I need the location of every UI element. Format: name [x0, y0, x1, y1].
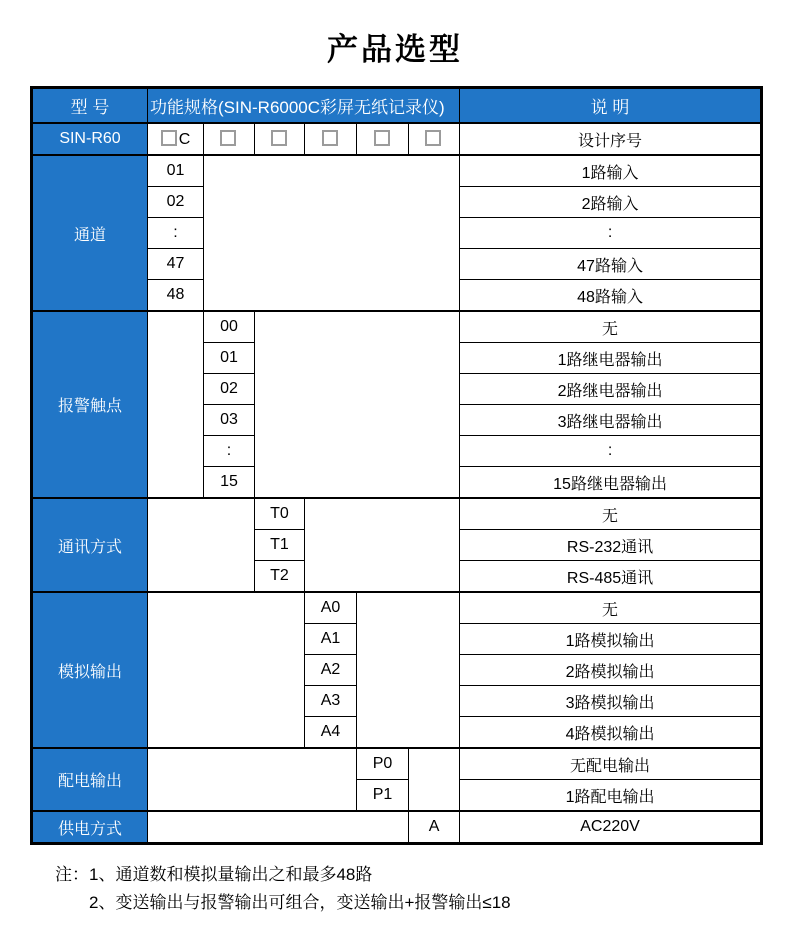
- code-cell: T1: [255, 530, 305, 561]
- description-cell: 15路继电器输出: [460, 467, 762, 499]
- description-cell: 3路继电器输出: [460, 405, 762, 436]
- checkbox-icon: [322, 130, 338, 146]
- header-desc: 说 明: [460, 88, 762, 124]
- description-cell: 3路模拟输出: [460, 686, 762, 717]
- empty-cell: [148, 498, 255, 592]
- category-cell: 配电输出: [32, 748, 148, 811]
- description-cell: 设计序号: [460, 123, 762, 155]
- description-cell: 4路模拟输出: [460, 717, 762, 749]
- code-box-cell: [357, 123, 409, 155]
- code-cell: 48: [148, 280, 204, 312]
- code-cell: A0: [305, 592, 357, 624]
- code-box-cell: [148, 123, 204, 155]
- description-cell: 48路输入: [460, 280, 762, 312]
- description-cell: 2路模拟输出: [460, 655, 762, 686]
- category-cell: 模拟输出: [32, 592, 148, 748]
- footnote-text: 1、通道数和模拟量输出之和最多48路: [89, 865, 373, 884]
- code-box-cell: [305, 123, 357, 155]
- empty-cell: [255, 311, 460, 498]
- table-row: [32, 748, 762, 780]
- code-cell: 01: [204, 343, 255, 374]
- description-cell: 1路输入: [460, 155, 762, 187]
- empty-cell: [305, 498, 460, 592]
- footnote-text: 2、变送输出与报警输出可组合，变送输出+报警输出≤18: [89, 892, 511, 912]
- footnote-line-2: [55, 889, 790, 917]
- footnote-line-1: [55, 861, 790, 889]
- description-cell: 2路输入: [460, 187, 762, 218]
- description-cell: 无配电输出: [460, 748, 762, 780]
- description-cell: :: [460, 436, 762, 467]
- description-cell: 2路继电器输出: [460, 374, 762, 405]
- code-box-cell: [255, 123, 305, 155]
- table-row: [32, 155, 762, 187]
- code-cell: T2: [255, 561, 305, 593]
- category-cell: 报警触点: [32, 311, 148, 498]
- category-cell: 通讯方式: [32, 498, 148, 592]
- code-box-cell: [409, 123, 460, 155]
- code-cell: 00: [204, 311, 255, 343]
- empty-cell: [148, 811, 409, 844]
- description-cell: 无: [460, 498, 762, 530]
- description-cell: 1路配电输出: [460, 780, 762, 812]
- description-cell: RS-232通讯: [460, 530, 762, 561]
- code-cell: 02: [148, 187, 204, 218]
- empty-cell: [357, 592, 460, 748]
- description-cell: AC220V: [460, 811, 762, 844]
- description-cell: 1路继电器输出: [460, 343, 762, 374]
- model-name-cell: SIN-R60: [32, 123, 148, 155]
- checkbox-icon: [161, 130, 177, 146]
- footnote-prefix: 注：: [55, 865, 89, 884]
- footnotes: [55, 861, 790, 916]
- code-cell: 01: [148, 155, 204, 187]
- code-cell: :: [148, 218, 204, 249]
- description-cell: 无: [460, 311, 762, 343]
- code-cell: 02: [204, 374, 255, 405]
- code-cell: A2: [305, 655, 357, 686]
- checkbox-icon: [271, 130, 287, 146]
- description-cell: 1路模拟输出: [460, 624, 762, 655]
- category-cell: 通道: [32, 155, 148, 311]
- empty-cell: [409, 748, 460, 811]
- code-cell: P1: [357, 780, 409, 812]
- checkbox-icon: [374, 130, 390, 146]
- header-spec: 功能规格(SIN-R6000C彩屏无纸记录仪): [148, 88, 460, 124]
- code-cell: A: [409, 811, 460, 844]
- code-cell: A4: [305, 717, 357, 749]
- code-cell: A1: [305, 624, 357, 655]
- table-row: [32, 592, 762, 624]
- code-box-suffix: C: [178, 130, 191, 148]
- table-row: [32, 811, 762, 844]
- code-cell: 15: [204, 467, 255, 499]
- description-cell: 无: [460, 592, 762, 624]
- checkbox-icon: [220, 130, 236, 146]
- code-cell: :: [204, 436, 255, 467]
- model-row: [32, 123, 762, 155]
- code-box-cell: [204, 123, 255, 155]
- table-row: [32, 498, 762, 530]
- code-cell: P0: [357, 748, 409, 780]
- code-cell: 03: [204, 405, 255, 436]
- empty-cell: [148, 748, 357, 811]
- code-cell: 47: [148, 249, 204, 280]
- checkbox-icon: [425, 130, 441, 146]
- header-model: 型 号: [32, 88, 148, 124]
- empty-cell: [148, 592, 305, 748]
- table-header-row: [32, 88, 762, 124]
- description-cell: RS-485通讯: [460, 561, 762, 593]
- category-cell: 供电方式: [32, 811, 148, 844]
- empty-cell: [148, 311, 204, 498]
- product-selection-table: [30, 86, 763, 845]
- description-cell: 47路输入: [460, 249, 762, 280]
- empty-cell: [204, 155, 460, 311]
- description-cell: :: [460, 218, 762, 249]
- code-cell: T0: [255, 498, 305, 530]
- page-title: 产品选型: [327, 32, 463, 67]
- table-row: [32, 311, 762, 343]
- code-cell: A3: [305, 686, 357, 717]
